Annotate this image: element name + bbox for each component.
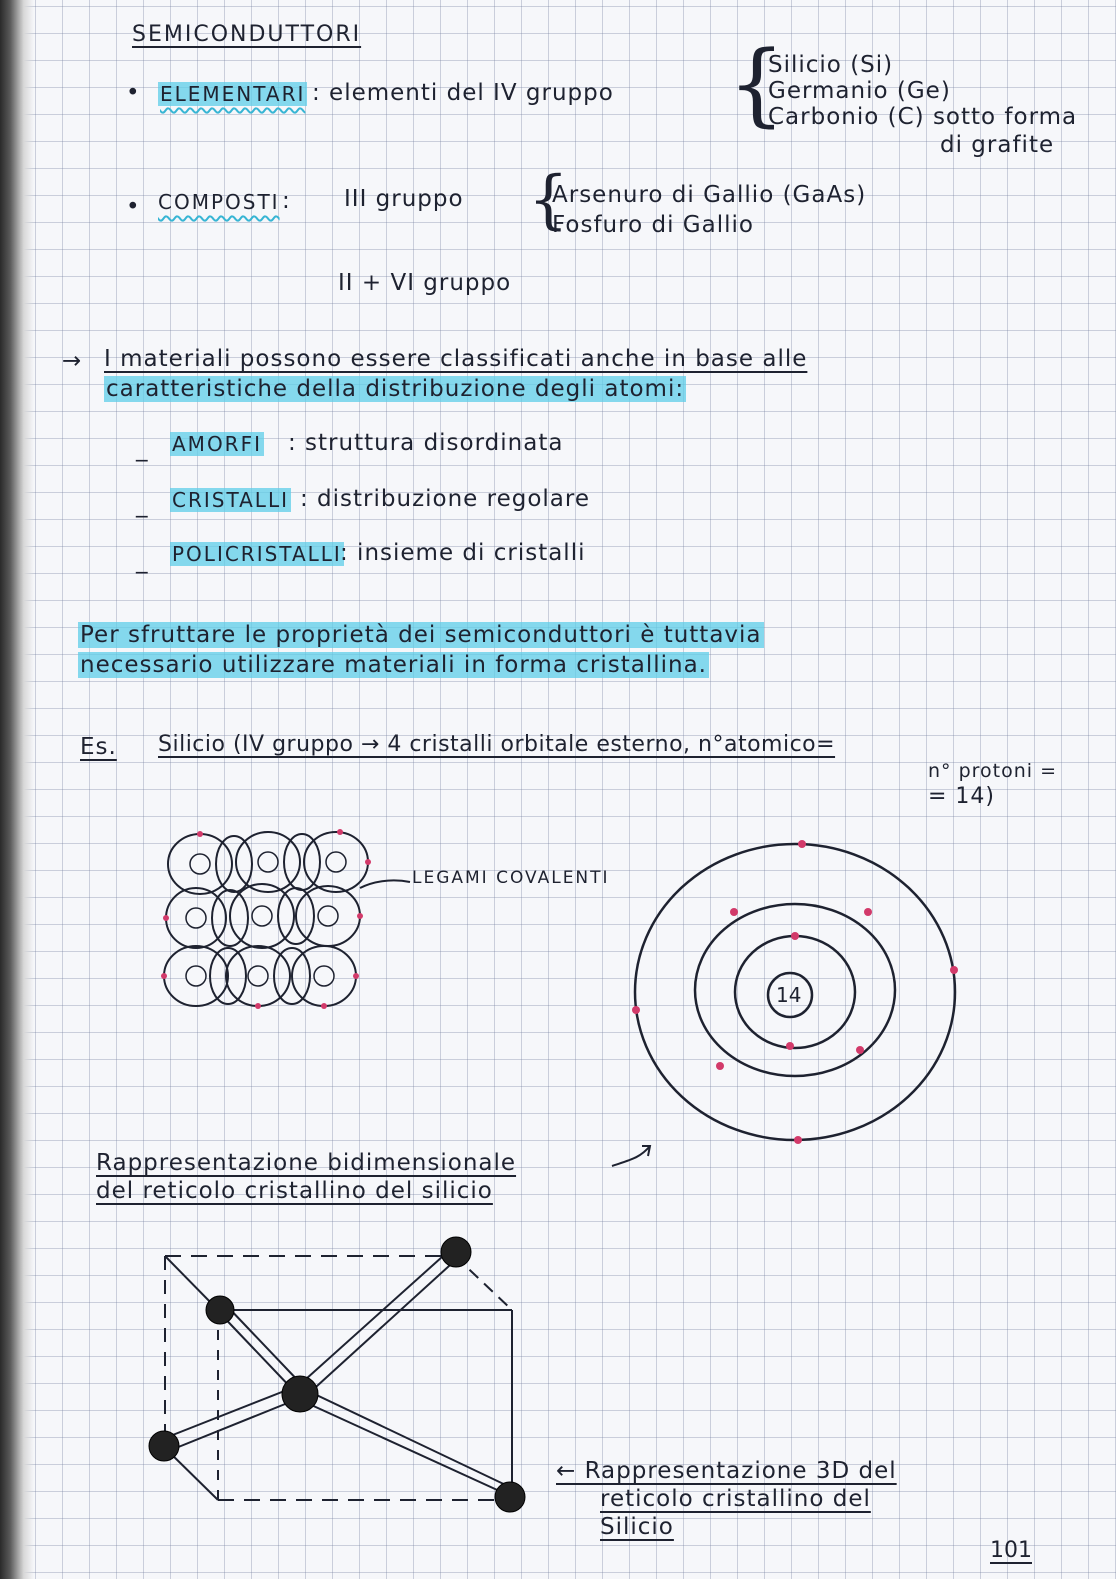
lattice-nuclei — [186, 852, 346, 986]
elementari-text: : elementi del IV gruppo — [312, 80, 614, 106]
lattice-3d-atoms — [149, 1237, 525, 1512]
bullet-dot: • — [126, 194, 141, 220]
caption-2d-line-2: del reticolo cristallino del silicio — [96, 1178, 493, 1204]
atom-number: 14 — [776, 983, 802, 1007]
dash-marker: _ — [136, 492, 149, 518]
page-title: SEMICONDUTTORI — [132, 22, 362, 47]
composti-group-1-item-2: Fosfuro di Gallio — [552, 212, 754, 238]
brace-composti: { — [528, 163, 569, 237]
bonds-label: LEGAMI COVALENTI — [412, 868, 610, 888]
classification-line-1: I materiali possono essere classificati anche in base alle — [104, 346, 808, 372]
caption-2d-arrow — [612, 1146, 650, 1166]
dash-marker: _ — [136, 548, 149, 574]
composti-group-1-item-1: Arsenuro di Gallio (GaAs) — [552, 182, 867, 208]
composti-colon: : — [282, 188, 291, 214]
paragraph-line-2-text: necessario utilizzare materiali in forma cristallina. — [80, 652, 707, 678]
caption-3d-line-2: reticolo cristallino del — [600, 1486, 871, 1512]
elementari-item-3: Carbonio (C) sotto forma — [768, 104, 1078, 130]
elementari-item-2: Germanio (Ge) — [768, 78, 951, 104]
policristalli-text: : insieme di cristalli — [340, 540, 586, 566]
cristalli-text: : distribuzione regolare — [300, 486, 591, 512]
brace-elementari: { — [728, 32, 786, 137]
elementari-item-1: Silicio (Si) — [768, 52, 894, 78]
elementari-highlight: ELEMENTARI — [160, 82, 306, 106]
caption-3d-line-1: ← Rappresentazione 3D del — [556, 1458, 897, 1484]
composti-group-1: III gruppo — [344, 186, 464, 212]
composti-group-2: II + VI gruppo — [338, 270, 512, 296]
lattice-3d — [160, 1248, 512, 1500]
page-number: 101 — [990, 1538, 1032, 1563]
elementari-item-4: di grafite — [940, 132, 1055, 158]
arrow-icon: → — [62, 348, 83, 374]
example-prefix: Es. — [80, 734, 117, 760]
cristalli-highlight: CRISTALLI — [172, 488, 289, 512]
amorfi-text: : struttura disordinata — [288, 430, 564, 456]
example-line-2: n° protoni = — [928, 760, 1058, 782]
bullet-dot: • — [126, 80, 141, 106]
example-line-3: = 14) — [928, 784, 996, 809]
amorfi-highlight: AMORFI — [172, 432, 262, 456]
bonds-pointer-line — [360, 880, 410, 888]
caption-3d-line-3: Silicio — [600, 1514, 674, 1540]
caption-2d-line-1: Rappresentazione bidimensionale — [96, 1150, 517, 1176]
example-line-1: Silicio (IV gruppo → 4 cristalli orbitale esterno, n°atomico= — [158, 732, 836, 757]
paragraph-line-1-text: Per sfruttare le proprietà dei semiconduttori è tuttavia — [80, 622, 762, 648]
classification-line-2-text: caratteristiche della distribuzione degli atomi: — [106, 376, 685, 402]
dash-marker: _ — [136, 436, 149, 462]
composti-text: COMPOSTI — [158, 190, 280, 214]
policristalli-highlight: POLICRISTALLI — [172, 542, 342, 566]
